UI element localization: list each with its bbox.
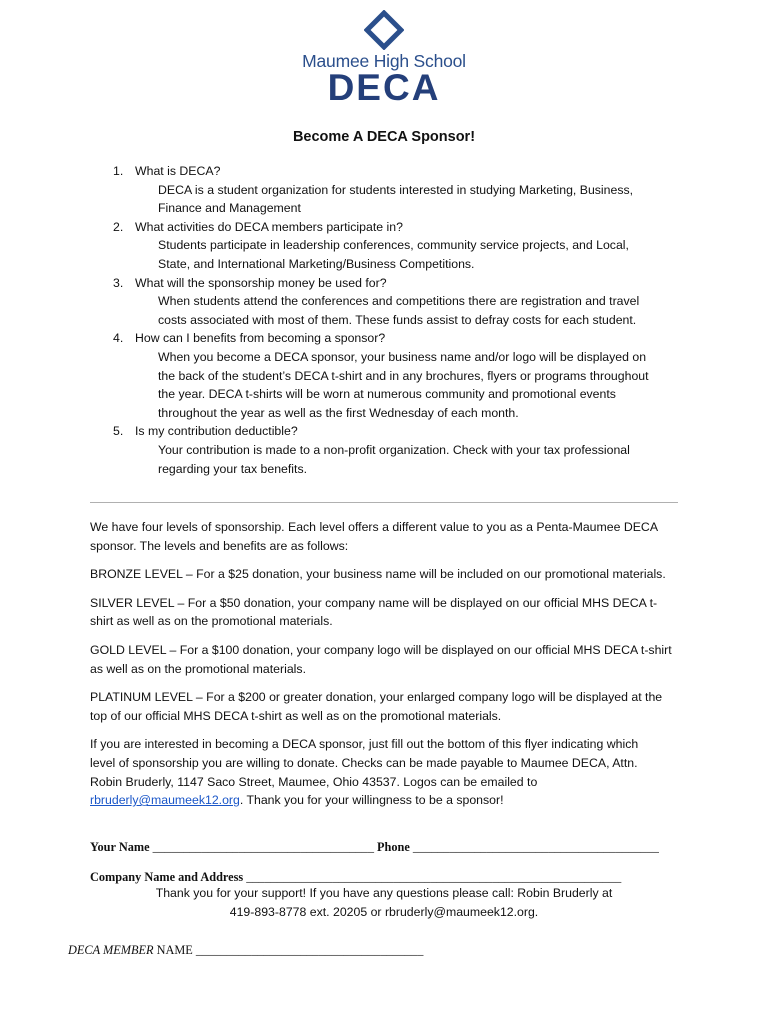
faq-answer-line: DECA is a student organization for students interested in studying Marketing, Business,: [158, 182, 634, 197]
faq-item: [113, 218, 693, 274]
name-label: Your Name: [90, 840, 150, 854]
faq-answer: [113, 292, 693, 329]
thanks-line: Thank you for your support! If you have any questions please call: Robin Bruderly at: [155, 886, 613, 900]
faq-answer-line: the back of the student’s DECA t-shirt and in any brochures, flyers or programs throughout: [158, 368, 649, 383]
faq-question: How can I benefits from becoming a sponsor?: [135, 331, 386, 346]
silver-line: SILVER LEVEL – For a $50 donation, your company name will be displayed on our official MHS DECA t-: [90, 595, 658, 610]
faq-answer-line: regarding your tax benefits.: [158, 461, 308, 476]
faq-number: 2.: [113, 219, 124, 234]
email-link[interactable]: rbruderly@maumeek12.org: [90, 793, 240, 808]
faq-answer: [113, 348, 693, 422]
faq-question: Is my contribution deductible?: [135, 424, 298, 439]
member-label: NAME: [153, 943, 196, 957]
faq-answer-line: When you become a DECA sponsor, your business name and/or logo will be displayed on: [158, 349, 647, 364]
faq-item: [113, 329, 693, 422]
faq-question: What will the sponsorship money be used for?: [135, 275, 387, 290]
faq-answer-line: State, and International Marketing/Business Competitions.: [158, 256, 475, 271]
bronze-level: [90, 565, 690, 584]
sponsorship-info: [90, 518, 690, 820]
gold-line: as well as on the promotional materials.: [90, 661, 306, 676]
silver-line: shirt as well as on the promotional materials.: [90, 614, 333, 629]
faq-answer-line: costs associated with most of them. These funds assist to defray costs for each student.: [158, 312, 637, 327]
faq-answer: [113, 441, 693, 478]
thank-you-note: [0, 884, 768, 922]
faq-number: 3.: [113, 275, 124, 290]
faq-answer: [113, 181, 693, 218]
company-label: Company Name and Address: [90, 870, 244, 884]
company-blank: _____________________________________________________________: [246, 870, 622, 884]
bronze-line: BRONZE LEVEL – For a $25 donation, your business name will be included on our promotional materials.: [90, 567, 666, 582]
faq-item: [113, 162, 693, 218]
phone-blank: ________________________________________: [412, 840, 659, 854]
faq-answer: [113, 236, 693, 273]
sponsor-form: [90, 838, 690, 886]
page-title: Become A DECA Sponsor!: [292, 129, 476, 145]
faq-answer-line: Finance and Management: [158, 201, 301, 216]
logo-school-name: Maumee High School: [302, 51, 466, 71]
platinum-line: top of our official MHS DECA t-shirt as well as on the promotional materials.: [90, 708, 502, 723]
logo-deca-wordmark: DECA: [327, 67, 441, 108]
closing-paragraph: [90, 735, 690, 809]
faq-question: What is DECA?: [135, 164, 221, 178]
faq-number: 1.: [113, 164, 124, 178]
member-name-row: [68, 943, 423, 958]
faq-answer-line: Students participate in leadership conferences, community service projects, and Local,: [158, 238, 629, 253]
closing-line: Robin Bruderly, 1147 Saco Street, Maumee, Ohio 43537. Logos can be emailed to: [90, 774, 538, 789]
faq-number: 4.: [113, 331, 124, 346]
phone-label: Phone: [377, 840, 410, 854]
name-blank: ____________________________________: [152, 840, 374, 854]
intro-line: sponsor. The levels and benefits are as follows:: [90, 538, 349, 553]
deca-logo: [296, 10, 472, 110]
gold-level: [90, 641, 690, 678]
faq-answer-line: Your contribution is made to a non-profit organization. Check with your tax professional: [158, 442, 630, 457]
platinum-line: PLATINUM LEVEL – For a $200 or greater donation, your enlarged company logo will be displayed at the: [90, 690, 663, 705]
member-label-italic: DECA MEMBER: [68, 943, 154, 957]
intro-paragraph: [90, 518, 690, 555]
faq-answer-line: throughout the year as well as the first Wednesday of each month.: [158, 405, 519, 420]
closing-line: If you are interested in becoming a DECA sponsor, just fill out the bottom of this flyer indicating which: [90, 737, 639, 752]
silver-level: [90, 594, 690, 631]
member-blank: _____________________________________: [195, 943, 424, 957]
faq-answer-line: When students attend the conferences and competitions there are registration and travel: [158, 294, 640, 309]
closing-tail: . Thank you for your willingness to be a sponsor!: [239, 793, 504, 808]
thanks-line: 419-893-8778 ext. 20205 or rbruderly@maumeek12.org.: [229, 905, 539, 919]
intro-line: We have four levels of sponsorship. Each level offers a different value to you as a Penta-Maumee DECA: [90, 520, 659, 534]
faq-item: [113, 422, 693, 478]
deca-diamond-icon: [364, 10, 404, 50]
platinum-level: [90, 688, 690, 725]
section-divider: [90, 502, 678, 503]
name-phone-row: [90, 838, 690, 856]
faq-answer-line: the year. DECA t-shirts will be worn at numerous community and promotional events: [158, 387, 616, 402]
faq-item: [113, 274, 693, 330]
faq-list: [113, 162, 693, 478]
faq-question: What activities do DECA members participate in?: [135, 219, 403, 234]
gold-line: GOLD LEVEL – For a $100 donation, your company logo will be displayed on our official MHS DECA t-shirt: [90, 642, 672, 657]
closing-line: level of sponsorship you are willing to donate. Checks can be made payable to Maumee DECA, Attn.: [90, 755, 638, 770]
faq-number: 5.: [113, 424, 124, 439]
